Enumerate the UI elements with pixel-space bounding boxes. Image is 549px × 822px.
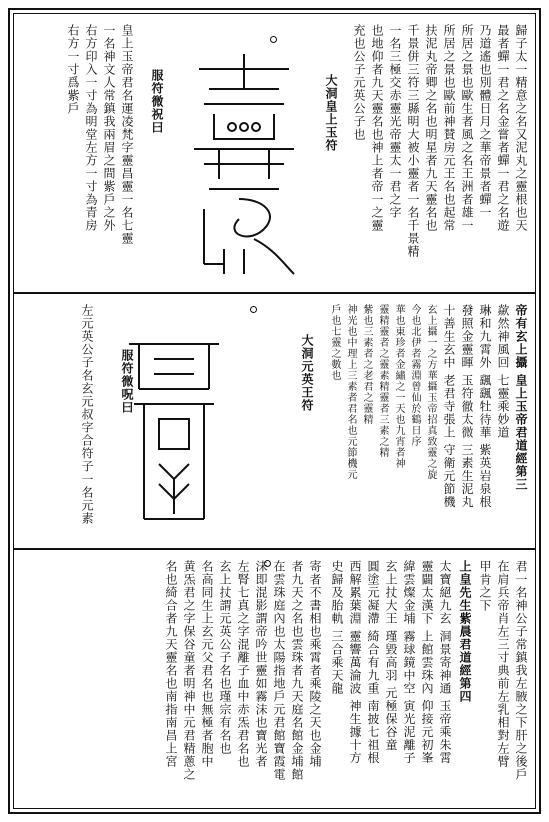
text-column: 一名神文人常鎮我兩眉之間紫戶之外 [102,24,116,232]
text-column: 發照金靈暉 玉符徹太微 三素生泥丸 [460,304,474,509]
text-column: 沫即混影謂帝吟世靈如霧沫也寶光者 [254,560,268,768]
text-column: 右方印入一寸為明堂左方一寸為青房 [84,24,98,232]
text-column: 乃道遙也別體日月之華帝景者蟬一 [478,24,492,219]
talisman-caption: 服符微祝曰 [150,69,164,134]
text-column: 名高同生上玄元父君名也無極者胞中 [200,560,214,768]
text-column: 扶泥丸帝卿之名也明星者九天靈名也 [424,24,438,232]
text-column: 十善生玄中 老君寺張上 守衛元節機 [442,304,456,509]
text-column: 太寶絕九玄 洞景寄神通 玉帝乘朱霄 [438,560,452,765]
talisman-title: 大洞皇上玉符 [324,74,338,152]
text-column: 者九天之名也雲珠者九天庭名館金埔館 [290,560,304,781]
talisman-caption: 服符微呪曰 [120,349,134,414]
text-column: 玄上扙大王 瑾毀高羽 元極保谷童 [384,560,398,752]
page-frame [13,13,536,809]
text-column: 玄上扙謂元英公子名也瑾宗有名也 [218,560,232,755]
commentary-column: 戶也七靈之數也 [329,304,340,381]
text-column: 在肩兵帝肖左三寸典前左乳相對左臂 [496,560,510,768]
commentary-column: 靈精靈者之靈素精靈者三素之精 [377,304,388,458]
commentary-column: 紫也三素者之老君之靈精 [361,304,372,425]
text-column: 皇上玉帝君名運凌梵字靈昌靈一名七靈 [120,24,134,245]
text-column: 右方一寸爲紫戶 [66,24,80,115]
text-column: 寄者不書相也乘霄者乘陵之天也金埔 [308,560,322,768]
chapter-heading: 上皇先生紫晨君道經第四 [458,560,472,703]
text-column: 所居之景也歐生者風之名王洲者雄一 [460,24,474,232]
talisman-title: 大洞元英王符 [300,334,314,412]
text-column: 名也綺合者九天靈名也南指南昌上宮 [164,560,178,768]
binding-hole [250,306,257,313]
commentary-column: 華也東珍者金繡之一天也九宵者神 [393,304,404,469]
text-column: 黄炁君之字保谷童者明神中元君精蔥之 [182,560,196,781]
commentary-column: 神光也中理上三素者君名也元節機元 [345,304,356,480]
text-column: 歸子太一精意之名又泥丸之靈根也天 [514,24,528,232]
text-column: 史歸及胎軌 三合乘天龍 [330,560,344,695]
text-column: 也地仰者九天靈名也神上者帝一之靈 [370,24,384,232]
text-column: 充也公子元英公子也 [352,24,366,141]
text-column: 在雲珠庭內也太陽指地戶元君館寶霞電 [272,560,286,781]
text-column: 歘然神風回 七靈乘妙道 [496,304,510,439]
commentary-column: 今也北伊者霧淵曾仙於鶴日序 [409,304,420,447]
document-page [8,8,541,814]
band-middle [14,292,535,550]
text-column: 靈闢太漢下 上館雲珠內 仰接元初峯 [420,560,434,765]
talisman-seal [119,329,229,529]
text-column: 最者蟬一君之名金嘗者蟬一君之名遊 [496,24,510,232]
text-column: 圓塗元凝滯 綺合有九重 南披七祖根 [366,560,380,765]
commentary-column: 玄上攝一之方華攝玉帝招真致靈之旋 [425,304,436,480]
text-column: 緯雲燦金埔 霧球鏡中空 寅光泥離子 [402,560,416,765]
text-column: 甲肯之下 [478,560,492,612]
text-column: 西解累葉淵 靈響萬淪波 神生據十方 [348,560,362,765]
binding-hole [270,36,277,43]
band-top [14,14,535,292]
text-column: 左腎七真之字混離子血中赤炁君名也 [236,560,250,768]
text-column: 琳和九霄外 颻颻牡待華 紫英岩泉根 [478,304,492,509]
talisman-seal [184,49,304,279]
text-column: 帝有玄上攝 皇上玉帝君道經第三 [514,304,528,492]
text-column: 左元英公子名玄元叔字合符子一名元素 [80,304,94,525]
text-column: 千景併三符三縣明大被小靈者一名千景精 [406,24,420,258]
text-column: 君一名神公子常鎮我左腋之下肝之後戶 [514,560,528,781]
text-column: 所居之景也歐前神賛房元王名也起常 [442,24,456,232]
text-column: 一名三極交赤靈光帝靈太一君之字 [388,24,402,219]
band-bottom [14,548,535,813]
